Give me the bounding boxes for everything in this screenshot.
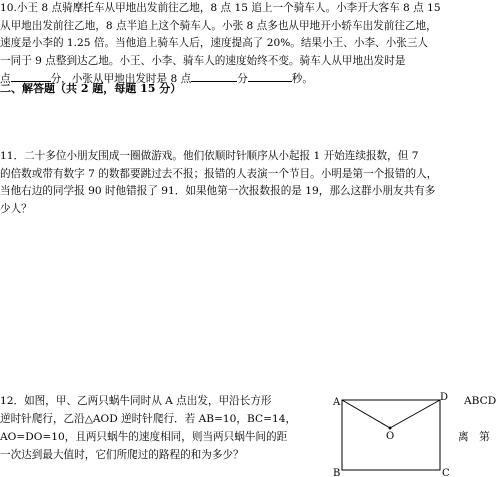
q12-line-2: 逆时针爬行，乙沿△AOD 逆时针爬行．若 AB=10，BC=14，: [0, 413, 297, 425]
q10-line-4: 一同于 9 点整到达乙地。小王、小李、骑车人的速度始终不变。骑车人从甲地出发时是: [0, 54, 406, 67]
q12-line-3: AO=DO=10，且两只蜗牛的速度相同，则当两只蜗牛间的距: [0, 431, 288, 443]
rectangle-figure: [332, 388, 452, 477]
q12-side-text-1: ABCD: [464, 395, 497, 407]
answer-blank-2[interactable]: [191, 70, 237, 82]
q11-line-4: 少人？: [0, 202, 32, 215]
q11-line-3: 当他右边的同学报 90 时他错报了 91．如果他第一次报数报的是 19，那么这群小朋友共有多: [0, 185, 436, 198]
label-b: B: [333, 468, 341, 477]
q10-line-1: 10.小王 8 点骑摩托车从甲地出发前往乙地，8 点 15 追上一个骑车人。小李开大客车 8 点 15: [0, 2, 441, 14]
q10-line-2: 从甲地出发前往乙地，8 点半追上这个骑车人。小张 8 点多也从甲地开小轿车出发前往乙地，: [0, 19, 437, 32]
q10-text-b: 分，小张从甲地出发时是 8 点: [50, 73, 192, 86]
point-o: [389, 427, 392, 430]
label-o: O: [386, 431, 395, 442]
q10-text-d: 秒。: [291, 73, 313, 86]
q11-line-2: 的倍数或带有数字 7 的数都要跳过去不报；报错的人表演一个节目。小明是第一个报错的人，: [0, 167, 438, 180]
q11-line-1: 11．二十多位小朋友围成一圈做游戏。他们依顺时针顺序从小起报 1 开始连续报数，但 7: [0, 150, 419, 162]
q10-text-a: 点: [0, 73, 11, 86]
q10-line-3: 速度是小李的 1.25 倍。当他追上骑车人后，速度提高了 20%。结果小王、小李、小张三人: [0, 37, 429, 50]
segment-do: [390, 400, 440, 428]
q12-line-4: 一次达到最大值时，它们所爬过的路程的和为多少？: [0, 449, 244, 461]
q12-line-1: 12．如图，甲、乙两只蜗牛同时从 A 点出发，甲沿长方形: [0, 395, 272, 407]
label-d: D: [440, 392, 449, 403]
label-c: C: [442, 468, 450, 477]
q12-side-text-2: 离 第: [458, 431, 490, 443]
q10-text-c: 分: [237, 73, 248, 86]
segment-ao: [342, 400, 390, 428]
label-a: A: [333, 397, 341, 408]
section-heading: 二、解答题（共 2 题，每题 15 分）: [0, 82, 182, 95]
answer-blank-3[interactable]: [248, 70, 292, 82]
